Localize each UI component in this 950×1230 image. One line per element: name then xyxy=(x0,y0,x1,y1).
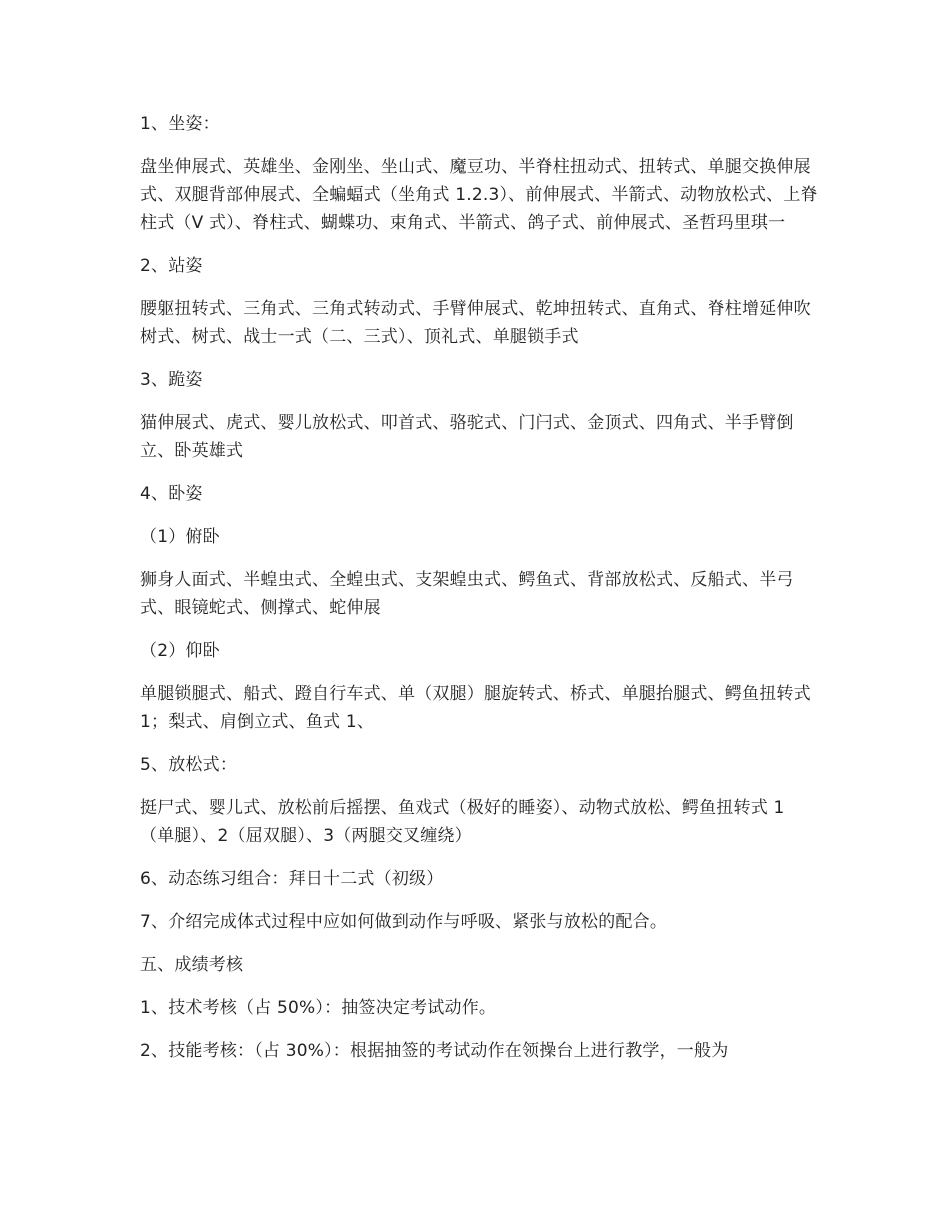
heading-relaxation-poses: 5、放松式： xyxy=(140,755,238,775)
item-breathing-coordination: 7、介绍完成体式过程中应如何做到动作与呼吸、紧张与放松的配合。 xyxy=(140,912,668,932)
document-body xyxy=(140,110,820,1080)
paragraph-supine-poses-list: 单腿锁腿式、船式、蹬自行车式、单（双腿）腿旋转式、桥式、单腿抬腿式、鳄鱼扭转式 1；梨式、肩倒立式、鱼式 1、 xyxy=(140,684,811,732)
subheading-prone: （1）俯卧 xyxy=(140,527,220,547)
heading-lying-poses: 4、卧姿 xyxy=(140,484,203,504)
heading-sitting-poses: 1、坐姿： xyxy=(140,114,220,134)
paragraph-standing-poses-list: 腰躯扭转式、三角式、三角式转动式、手臂伸展式、乾坤扭转式、直角式、脊柱增延伸吹树式、树式、战士一式（二、三式）、顶礼式、单腿锁手式 xyxy=(140,299,811,347)
heading-standing-poses: 2、站姿 xyxy=(140,256,203,276)
paragraph-kneeling-poses-list: 猫伸展式、虎式、婴儿放松式、叩首式、骆驼式、门闩式、金顶式、四角式、半手臂倒立、卧英雄式 xyxy=(140,413,794,461)
paragraph-sitting-poses-list: 盘坐伸展式、英雄坐、金刚坐、坐山式、魔豆功、半脊柱扭动式、扭转式、单腿交换伸展式、双腿背部伸展式、全蝙蝠式（坐角式 1.2.3）、前伸展式、半箭式、动物放松式、上脊柱式（V 式）、脊柱式、蝴蝶功、束角式、半箭式、鸽子式、前伸展式、圣哲玛里琪一 xyxy=(140,157,818,233)
paragraph-relaxation-poses-list: 挺尸式、婴儿式、放松前后摇摆、鱼戏式（极好的睡姿）、动物式放松、鳄鱼扭转式 1 （单腿）、2（屈双腿）、3（两腿交叉缠绕） xyxy=(140,798,785,846)
item-skill-assessment: 2、技能考核：（占 30%）：根据抽签的考试动作在领操台上进行教学，一般为 xyxy=(140,1041,729,1061)
heading-kneeling-poses: 3、跪姿 xyxy=(140,370,203,390)
heading-assessment: 五、成绩考核 xyxy=(140,955,244,975)
subheading-supine: （2）仰卧 xyxy=(140,641,220,661)
item-dynamic-combination: 6、动态练习组合：拜日十二式（初级） xyxy=(140,869,444,889)
paragraph-prone-poses-list: 狮身人面式、半蝗虫式、全蝗虫式、支架蝗虫式、鳄鱼式、背部放松式、反船式、半弓式、眼镜蛇式、侧撑式、蛇伸展 xyxy=(140,570,794,618)
item-technical-assessment: 1、技术考核（占 50%）：抽签决定考试动作。 xyxy=(140,998,497,1018)
